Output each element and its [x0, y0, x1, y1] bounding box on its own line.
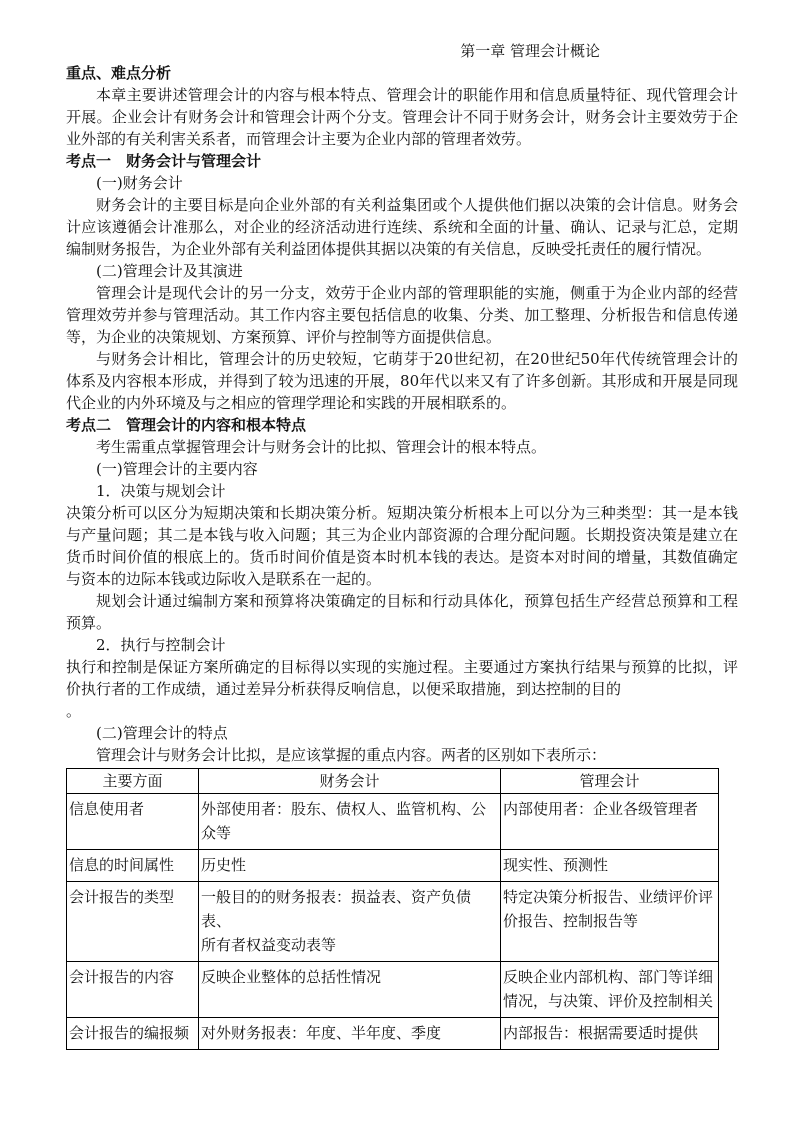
- paragraph-planning: 规划会计通过编制方案和预算将决策确定的目标和行动具体化，预算包括生产经营总预算和工程预算。: [66, 592, 738, 632]
- subheading-main-content: (一)管理会计的主要内容: [96, 460, 258, 478]
- table-cell: 信息的时间属性: [67, 850, 199, 882]
- paragraph-overview: 本章主要讲述管理会计的内容与根本特点、管理会计的职能作用和信息质量特征、现代管理会计开展。企业会计有财务会计和管理会计两个分支。管理会计不同于财务会计，财务会计主要效劳于企业外部的有关利害关系者，而管理会计主要为企业内部的管理者效劳。: [66, 86, 738, 148]
- table-cell: 历史性: [199, 850, 501, 882]
- orphan-punctuation: 。: [66, 702, 82, 720]
- subheading-management-accounting: (二)管理会计及其演进: [96, 262, 243, 280]
- table-cell-line: 所有者权益变动表等: [201, 936, 337, 954]
- table-cell: 现实性、预测性: [501, 850, 719, 882]
- table-cell: 反映企业整体的总括性情况: [199, 962, 501, 1018]
- paragraph-management-accounting: 管理会计是现代会计的另一分支，效劳于企业内部的管理职能的实施，侧重于为企业内部的经营管理效劳并参与管理活动。其工作内容主要包括信息的收集、分类、加工整理、分析报告和信息传递等，为企业的决策规划、方案预算、评价与控制等方面提供信息。: [66, 284, 738, 346]
- subheading-financial-accounting: (一)财务会计: [96, 174, 183, 192]
- table-cell: 特定决策分析报告、业绩评价评价报告、控制报告等: [501, 882, 719, 962]
- table-cell: 内部使用者：企业各级管理者: [501, 794, 719, 850]
- paragraph-financial-accounting: 财务会计的主要目标是向企业外部的有关利益集团或个人提供他们据以决策的会计信息。财务会计应该遵循会计准那么，对企业的经济活动进行连续、系统和全面的计量、确认、记录与汇总，定期编制财务报告，为企业外部有关利益团体提供其据以决策的有关信息，反映受托责任的履行情况。: [66, 196, 738, 258]
- section-heading-key-points: 重点、难点分析: [66, 64, 172, 82]
- document-page: [66, 40, 738, 1050]
- comparison-table: [66, 768, 719, 1050]
- section-heading-topic-2: 考点二 管理会计的内容和根本特点: [66, 416, 307, 434]
- paragraph-decision-analysis: 决策分析可以区分为短期决策和长期决策分析。短期决策分析根本上可以分为三种类型：其一是本钱与产量问题；其二是本钱与收入问题；其三为企业内部资源的合理分配问题。长期投资决策是建立在货币时间价值的根底上的。货币时间价值是资本时机本钱的表达。是资本对时间的增量，其数值确定与资本的边际本钱或边际收入是联系在一起的。: [66, 504, 738, 588]
- table-cell: 内部报告：根据需要适时提供: [501, 1018, 719, 1050]
- table-cell: 会计报告的类型: [67, 882, 199, 962]
- subheading-characteristics: (二)管理会计的特点: [96, 724, 228, 742]
- table-cell: 对外财务报表：年度、半年度、季度: [199, 1018, 501, 1050]
- table-row: [67, 850, 719, 882]
- table-row: [67, 794, 719, 850]
- table-header-cell: 主要方面: [67, 769, 199, 794]
- table-cell: 会计报告的编报频: [67, 1018, 199, 1050]
- chapter-title: 第一章 管理会计概论: [460, 42, 600, 60]
- table-row: [67, 1018, 719, 1050]
- table-row: [67, 882, 719, 962]
- table-cell-multiline: [199, 882, 501, 962]
- table-cell: 反映企业内部机构、部门等详细情况，与决策、评价及控制相关: [501, 962, 719, 1018]
- paragraph-table-intro: 管理会计与财务会计比拟，是应该掌握的重点内容。两者的区别如下表所示：: [96, 746, 607, 764]
- table-cell: 信息使用者: [67, 794, 199, 850]
- table-header-cell: 财务会计: [199, 769, 501, 794]
- table-row: [67, 962, 719, 1018]
- paragraph-history: 与财务会计相比，管理会计的历史较短，它萌芽于20世纪初，在20世纪50年代传统管理会计的体系及内容根本形成，并得到了较为迅速的开展，80年代以来又有了许多创新。其形成和开展是同现代企业的内外环境及与之相应的管理学理论和实践的开展相联系的。: [66, 350, 738, 412]
- table-header-cell: 管理会计: [501, 769, 719, 794]
- table-header-row: [67, 769, 719, 794]
- item-decision-planning: 1．决策与规划会计: [96, 482, 226, 500]
- paragraph-exam-focus: 考生需重点掌握管理会计与财务会计的比拟、管理会计的根本特点。: [96, 438, 547, 456]
- section-heading-topic-1: 考点一 财务会计与管理会计: [66, 152, 262, 170]
- paragraph-execution: 执行和控制是保证方案所确定的目标得以实现的实施过程。主要通过方案执行结果与预算的比拟，评价执行者的工作成绩，通过差异分析获得反响信息，以便采取措施，到达控制的目的: [66, 658, 738, 698]
- table-cell-line: 一般目的的财务报表：损益表、资产负债表、: [201, 888, 472, 930]
- table-cell: 外部使用者：股东、债权人、监管机构、公众等: [199, 794, 501, 850]
- table-cell: 会计报告的内容: [67, 962, 199, 1018]
- item-execution-control: 2．执行与控制会计: [96, 636, 226, 654]
